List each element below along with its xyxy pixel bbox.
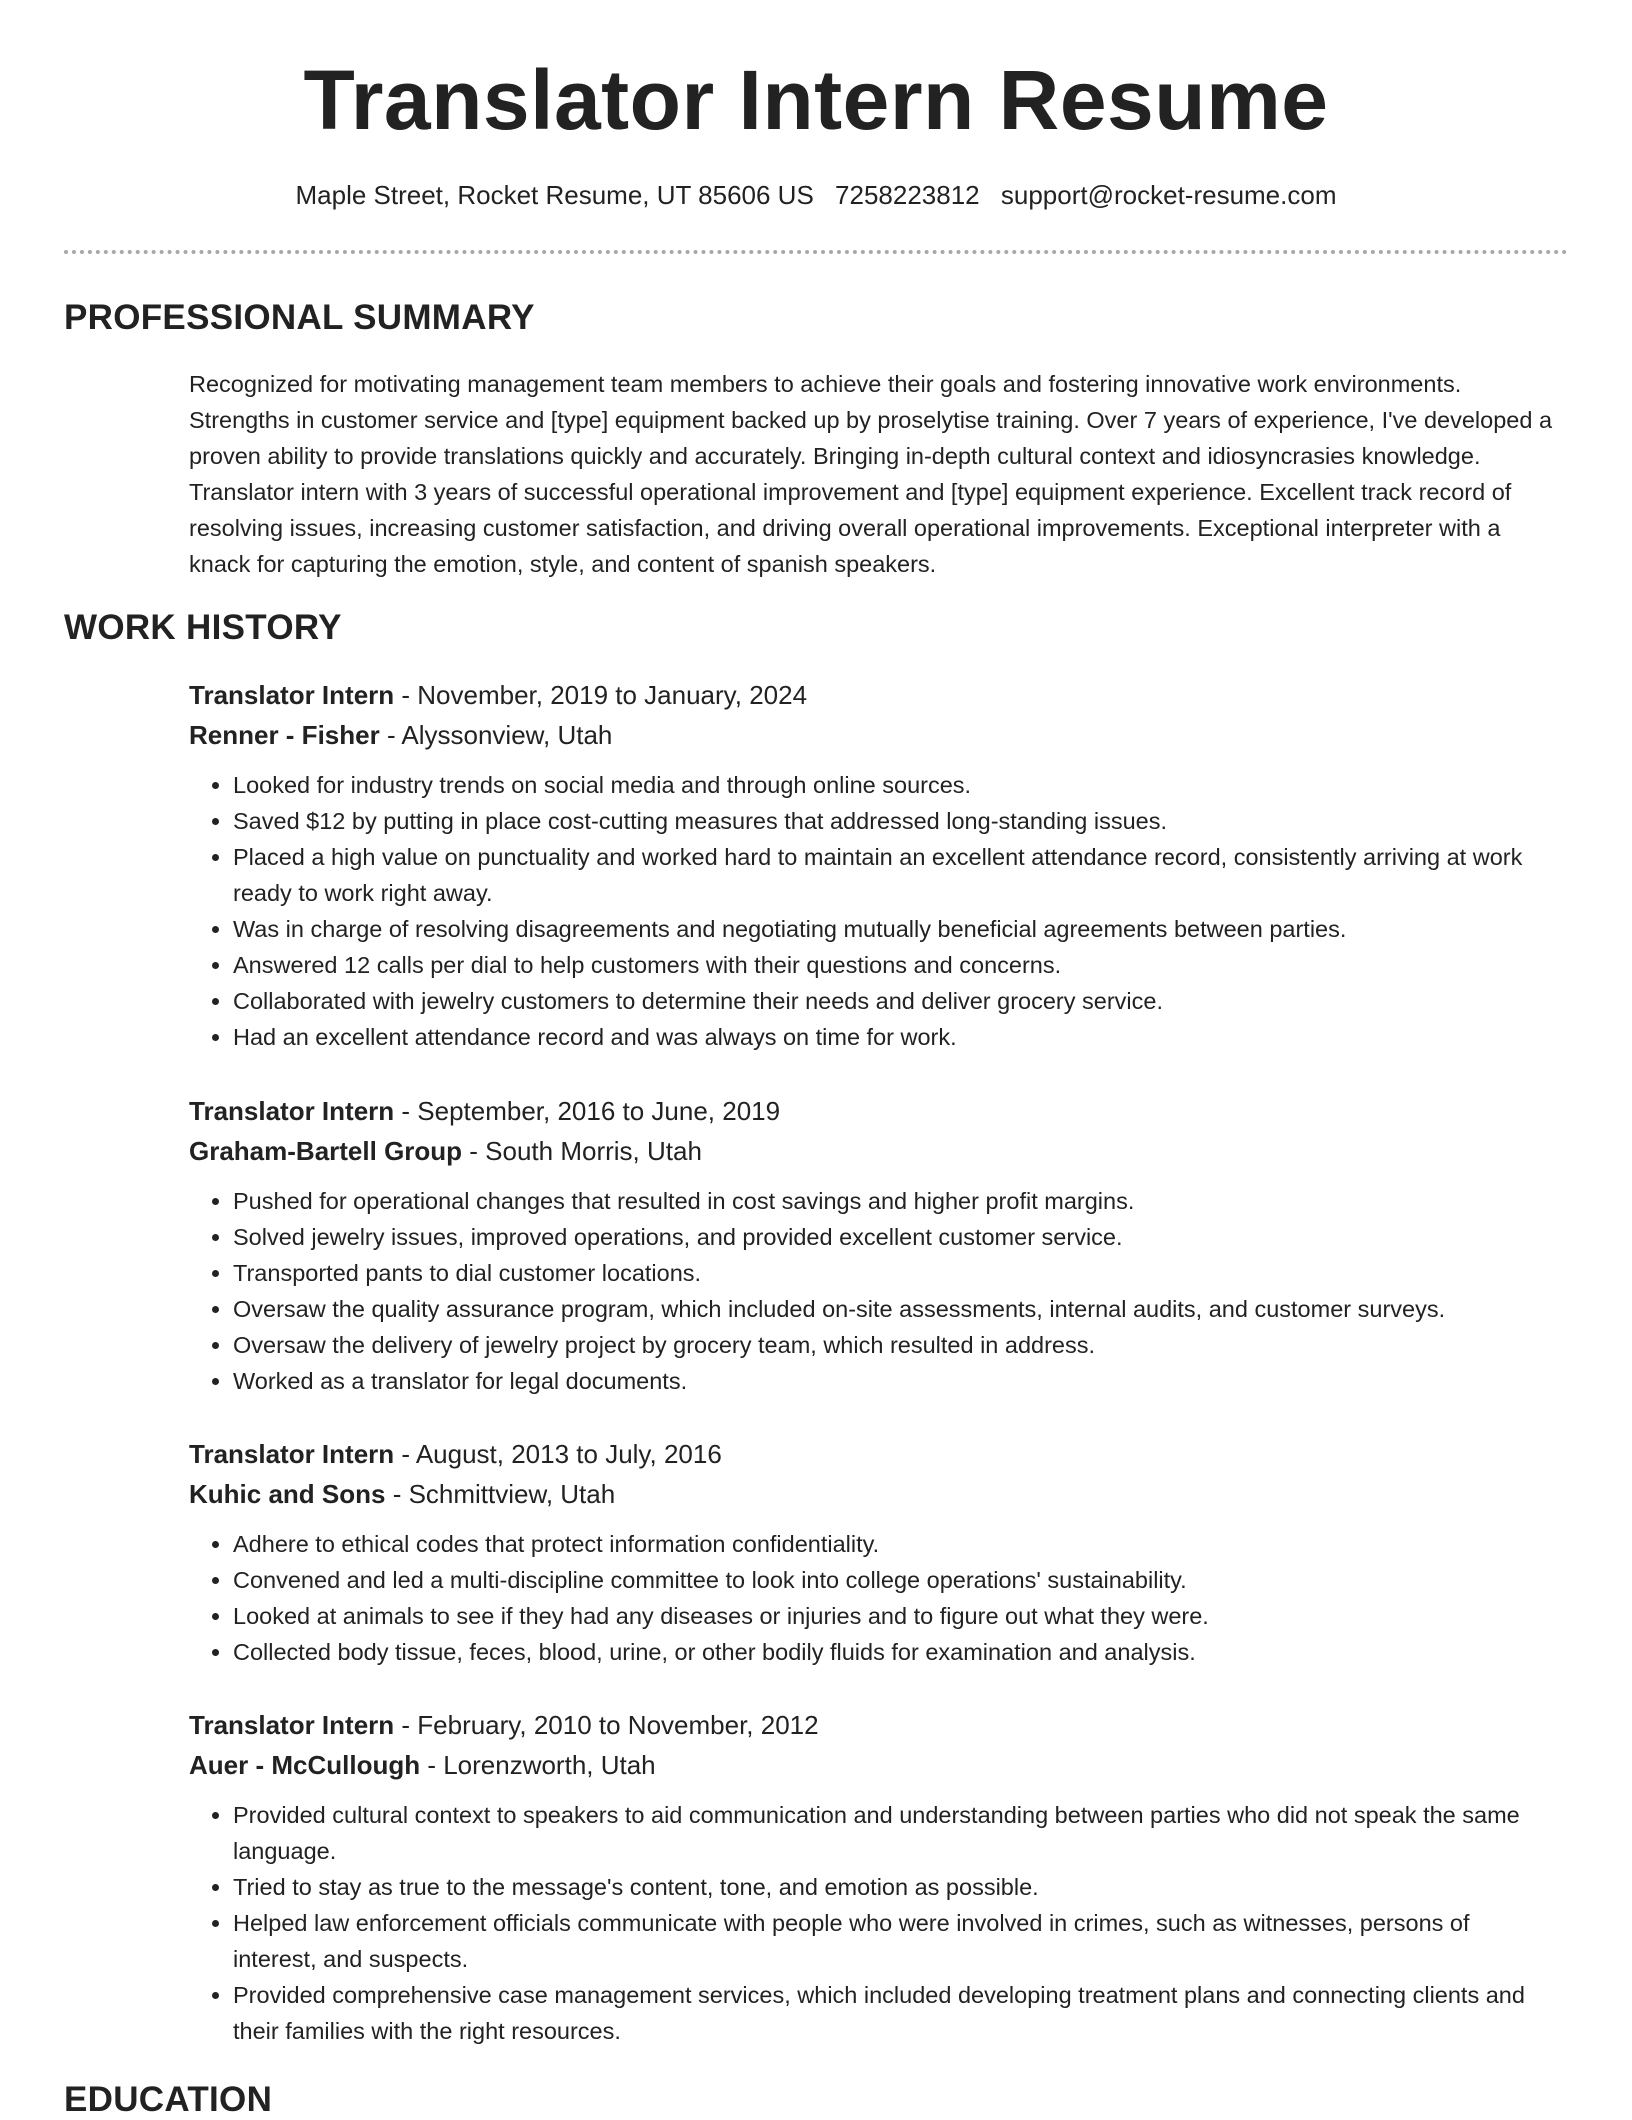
job-duty: • Adhere to ethical codes that protect information confidentiality. [233, 1526, 1559, 1562]
job-company: Graham-Bartell Group [189, 1136, 463, 1166]
job-dates: - August, 2013 to July, 2016 [394, 1439, 722, 1469]
summary-text: Recognized for motivating management team members to achieve their goals and fostering innovative work environments. Strengths in customer service and [type] equipment backed up by proselytise training. Over 7 years of experience, I've developed a proven ability to provide translations quickly and accurately. Bringing in-depth cultural context and idiosyncrasies knowledge. Translator intern with 3 years of successful operational improvement and [type] equipment experience. Excellent track record of resolving issues, increasing customer satisfaction, and driving overall operational improvements. Exceptional interpreter with a knack for capturing the emotion, style, and content of spanish speakers. [189, 371, 1553, 577]
job-title-line [189, 675, 1559, 715]
job-title: Translator Intern [189, 1439, 395, 1469]
job-dates: - November, 2019 to January, 2024 [394, 680, 808, 710]
header-divider [64, 250, 1568, 254]
job-company-line [189, 1474, 1559, 1514]
work-history-heading: WORK HISTORY [64, 608, 342, 647]
job-company-line [189, 1131, 1559, 1171]
job-entry [189, 1705, 1559, 2049]
job-duty: • Provided cultural context to speakers to aid communication and understanding between parties who did not speak the same language. [233, 1797, 1559, 1869]
job-duty: • Saved $12 by putting in place cost-cutting measures that addressed long-standing issues. [233, 803, 1559, 839]
job-title-line [189, 1705, 1559, 1745]
job-duty: • Convened and led a multi-discipline committee to look into college operations' sustainability. [233, 1562, 1559, 1598]
job-company: Kuhic and Sons [189, 1479, 386, 1509]
job-title: Translator Intern [189, 1096, 395, 1126]
job-location: - Lorenzworth, Utah [420, 1750, 656, 1780]
contact-address: Maple Street, Rocket Resume, UT 85606 US [295, 180, 814, 210]
job-duties-list [189, 1526, 1559, 1670]
job-duty: • Solved jewelry issues, improved operations, and provided excellent customer service. [233, 1219, 1559, 1255]
job-duties-list [189, 1797, 1559, 2049]
job-duties-list [189, 1183, 1559, 1399]
job-duty: • Looked at animals to see if they had any diseases or injuries and to figure out what they were. [233, 1598, 1559, 1634]
job-title: Translator Intern [189, 1710, 395, 1740]
job-company-line [189, 1745, 1559, 1785]
contact-phone: 7258223812 [835, 180, 980, 210]
job-entry [189, 1434, 1559, 1670]
job-duty: • Was in charge of resolving disagreements and negotiating mutually beneficial agreements between parties. [233, 911, 1559, 947]
job-company: Auer - McCullough [189, 1750, 421, 1780]
job-duty: • Answered 12 calls per dial to help customers with their questions and concerns. [233, 947, 1559, 983]
job-dates: - September, 2016 to June, 2019 [394, 1096, 781, 1126]
job-duty: • Provided comprehensive case management services, which included developing treatment plans and connecting clients and their families with the right resources. [233, 1977, 1559, 2049]
job-location: - Alyssonview, Utah [379, 720, 613, 750]
contact-email: support@rocket-resume.com [1000, 180, 1337, 210]
job-location: - Schmittview, Utah [385, 1479, 616, 1509]
job-title-line [189, 1434, 1559, 1474]
job-entry [189, 675, 1559, 1055]
resume-title: Translator Intern Resume [303, 53, 1329, 147]
job-duty: • Looked for industry trends on social media and through online sources. [233, 767, 1559, 803]
job-duty: • Worked as a translator for legal documents. [233, 1363, 1559, 1399]
job-duty: • Collected body tissue, feces, blood, urine, or other bodily fluids for examination and analysis. [233, 1634, 1559, 1670]
job-title-line [189, 1091, 1559, 1131]
contact-line [0, 180, 1632, 211]
job-duty: • Had an excellent attendance record and was always on time for work. [233, 1019, 1559, 1055]
job-location: - South Morris, Utah [462, 1136, 702, 1166]
job-duty: • Oversaw the quality assurance program, which included on-site assessments, internal audits, and customer surveys. [233, 1291, 1559, 1327]
summary-heading: PROFESSIONAL SUMMARY [64, 298, 535, 337]
job-company-line [189, 715, 1559, 755]
job-company: Renner - Fisher [189, 720, 380, 750]
job-duty: • Placed a high value on punctuality and worked hard to maintain an excellent attendance record, consistently arriving at work ready to work right away. [233, 839, 1559, 911]
education-heading: EDUCATION [64, 2080, 273, 2119]
job-dates: - February, 2010 to November, 2012 [394, 1710, 819, 1740]
job-duty: • Tried to stay as true to the message's content, tone, and emotion as possible. [233, 1869, 1559, 1905]
job-entry [189, 1091, 1559, 1399]
job-duty: • Pushed for operational changes that resulted in cost savings and higher profit margins. [233, 1183, 1559, 1219]
job-duties-list [189, 767, 1559, 1055]
job-duty: • Collaborated with jewelry customers to determine their needs and deliver grocery service. [233, 983, 1559, 1019]
job-duty: • Transported pants to dial customer locations. [233, 1255, 1559, 1291]
job-duty: • Oversaw the delivery of jewelry project by grocery team, which resulted in address. [233, 1327, 1559, 1363]
job-title: Translator Intern [189, 680, 395, 710]
job-duty: • Helped law enforcement officials communicate with people who were involved in crimes, such as witnesses, persons of interest, and suspects. [233, 1905, 1559, 1977]
